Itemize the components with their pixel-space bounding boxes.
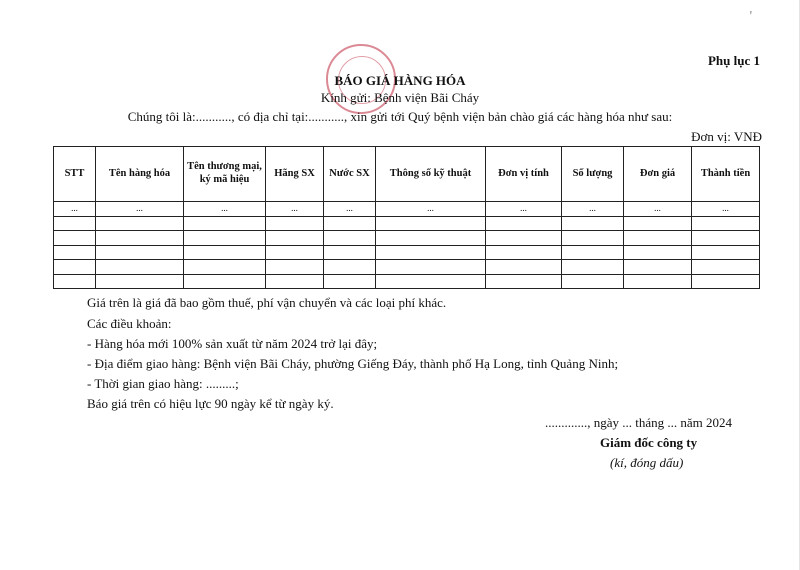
table-cell: ... [692,202,760,217]
signature-date: ............., ngày ... tháng ... năm 2024 [545,415,733,430]
table-row [54,260,760,275]
table-cell: ... [54,202,96,217]
price-note: Giá trên là giá đã bao gồm thuế, phí vận chuyển và các loại phí khác. [87,295,447,310]
table-cell: ... [376,202,486,217]
validity-note: Báo giá trên có hiệu lực 90 ngày kể từ ngày ký. [87,396,334,411]
document-title: BÁO GIÁ HÀNG HÓA [334,73,466,88]
signature-note: (kí, đóng dấu) [610,455,684,470]
header-cell: Đơn vị tính [486,147,562,202]
table-row [54,216,760,231]
intro-line: Chúng tôi là:..........., có địa chỉ tại:..........., xin gửi tới Quý bệnh viện bản chào giá các hàng hóa như sau: [127,109,673,124]
table-row [54,245,760,260]
terms-heading: Các điều khoản: [87,316,172,331]
table-cell: ... [96,202,184,217]
header-cell: Tên hàng hóa [96,147,184,202]
header-cell: Đơn giá [624,147,692,202]
appendix-label: Phụ lục 1 [707,53,760,68]
term-item: - Thời gian giao hàng: .........; [87,376,239,391]
currency-unit: Đơn vị: VNĐ [691,129,762,144]
table-row [54,202,760,217]
table-row [54,274,760,289]
header-cell: Tên thương mại, ký mã hiệu [184,147,266,202]
term-item: - Địa điểm giao hàng: Bệnh viện Bãi Cháy, phường Giếng Đáy, thành phố Hạ Long, tỉnh Quảng Ninh; [87,356,619,371]
header-cell: Thành tiền [692,147,760,202]
table-cell: ... [184,202,266,217]
header-cell: Số lượng [562,147,624,202]
table-cell: ... [486,202,562,217]
corner-mark: ꞌ [750,10,752,21]
signature-title: Giám đốc công ty [600,435,698,450]
table-header-row [54,147,760,202]
table-cell: ... [562,202,624,217]
term-item: - Hàng hóa mới 100% sản xuất từ năm 2024 trở lại đây; [87,336,378,351]
table-cell: ... [324,202,376,217]
header-cell: Thông số kỹ thuật [376,147,486,202]
recipient-line: Kính gửi: Bệnh viện Bãi Cháy [320,90,480,105]
header-cell: STT [54,147,96,202]
table-cell: ... [266,202,324,217]
header-cell: Hãng SX [266,147,324,202]
table-row [54,231,760,246]
table-cell: ... [624,202,692,217]
header-cell: Nước SX [324,147,376,202]
quote-table [53,146,760,289]
